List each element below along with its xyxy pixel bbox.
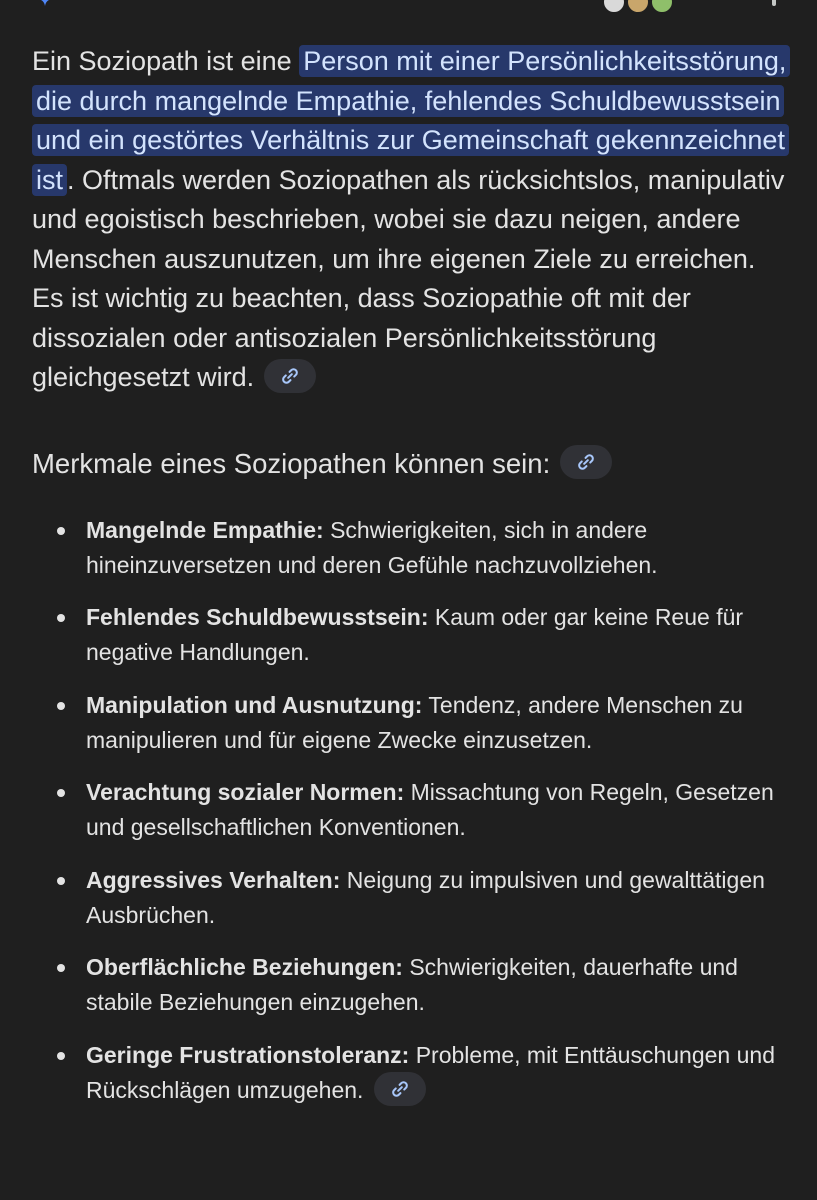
feature-description: Schwierigkeiten, dauerhafte und stabile Beziehungen einzugehen. xyxy=(86,954,738,1015)
avatar xyxy=(626,0,650,14)
feature-list xyxy=(32,513,792,1109)
bullet-icon xyxy=(57,877,65,885)
feature-description: Schwierigkeiten, sich in andere hineinzuversetzen und deren Gefühle nachzuvollziehen. xyxy=(86,516,658,578)
feature-term: Geringe Frustrationstoleranz: xyxy=(86,1041,410,1068)
section-heading xyxy=(32,444,792,484)
avatar xyxy=(650,0,674,14)
feature-description: Kaum oder gar keine Reue für negative Handlungen. xyxy=(86,604,744,665)
feature-description: Missachtung von Regeln, Gesetzen und gesellschaftlichen Konventionen. xyxy=(86,779,774,840)
feature-term: Oberflächliche Beziehungen: xyxy=(86,954,403,980)
heading-text: Merkmale eines Soziopathen können sein: xyxy=(32,447,551,479)
more-vert-icon[interactable] xyxy=(764,0,784,6)
source-link-button[interactable] xyxy=(264,359,316,393)
feature-term: Fehlendes Schuldbewusstsein: xyxy=(86,604,429,630)
bullet-icon xyxy=(57,614,65,622)
list-item xyxy=(32,775,792,845)
feature-description: Tendenz, andere Menschen zu manipulieren und für eigene Zwecke einzusetzen. xyxy=(86,691,743,753)
source-avatars[interactable] xyxy=(602,0,694,10)
feature-term: Aggressives Verhalten: xyxy=(86,866,341,893)
source-link-button[interactable] xyxy=(560,445,612,479)
list-item xyxy=(32,950,792,1020)
bullet-icon xyxy=(57,789,65,797)
avatar xyxy=(602,0,626,14)
response-content xyxy=(32,42,792,1126)
spark-icon xyxy=(38,0,52,6)
bullet-icon xyxy=(57,702,65,710)
top-bar xyxy=(0,0,817,14)
feature-term: Verachtung sozialer Normen: xyxy=(86,779,405,805)
intro-lead: Ein Soziopath ist eine xyxy=(32,46,292,76)
list-item xyxy=(32,513,792,583)
intro-highlight[interactable]: Person mit einer Persönlichkeitsstörung, die durch mangelnde Empathie, fehlendes Schuldbewusstsein und ein gestörtes Verhältnis zur Gemeinschaft gekennzeichnet ist xyxy=(32,45,790,196)
feature-term: Manipulation und Ausnutzung: xyxy=(86,691,423,718)
bullet-icon xyxy=(57,1052,65,1060)
source-link-button[interactable] xyxy=(374,1072,426,1106)
link-icon xyxy=(389,1078,411,1100)
feature-description: Neigung zu impulsiven und gewalttätigen Ausbrüchen. xyxy=(86,866,765,928)
bullet-icon xyxy=(57,964,65,972)
list-item xyxy=(32,688,792,758)
link-icon xyxy=(575,451,597,473)
link-icon xyxy=(279,365,301,387)
feature-term: Mangelnde Empathie: xyxy=(86,516,324,543)
feature-description: Probleme, mit Enttäuschungen und Rückschlägen umzugehen. xyxy=(86,1041,775,1103)
bullet-icon xyxy=(57,527,65,535)
intro-rest: . Oftmals werden Soziopathen als rücksichtslos, manipulativ und egoistisch beschrieben, wobei sie dazu neigen, andere Menschen auszunutzen, um ihre eigenen Ziele zu erreichen. Es ist wichtig zu beachten, dass Soziopathie oft mit der dissozialen oder antisozialen Persönlichkeitsstörung gleichgesetzt wird. xyxy=(32,164,785,392)
intro-paragraph xyxy=(32,42,792,398)
list-item xyxy=(32,863,792,933)
list-item xyxy=(32,600,792,670)
list-item xyxy=(32,1038,792,1109)
